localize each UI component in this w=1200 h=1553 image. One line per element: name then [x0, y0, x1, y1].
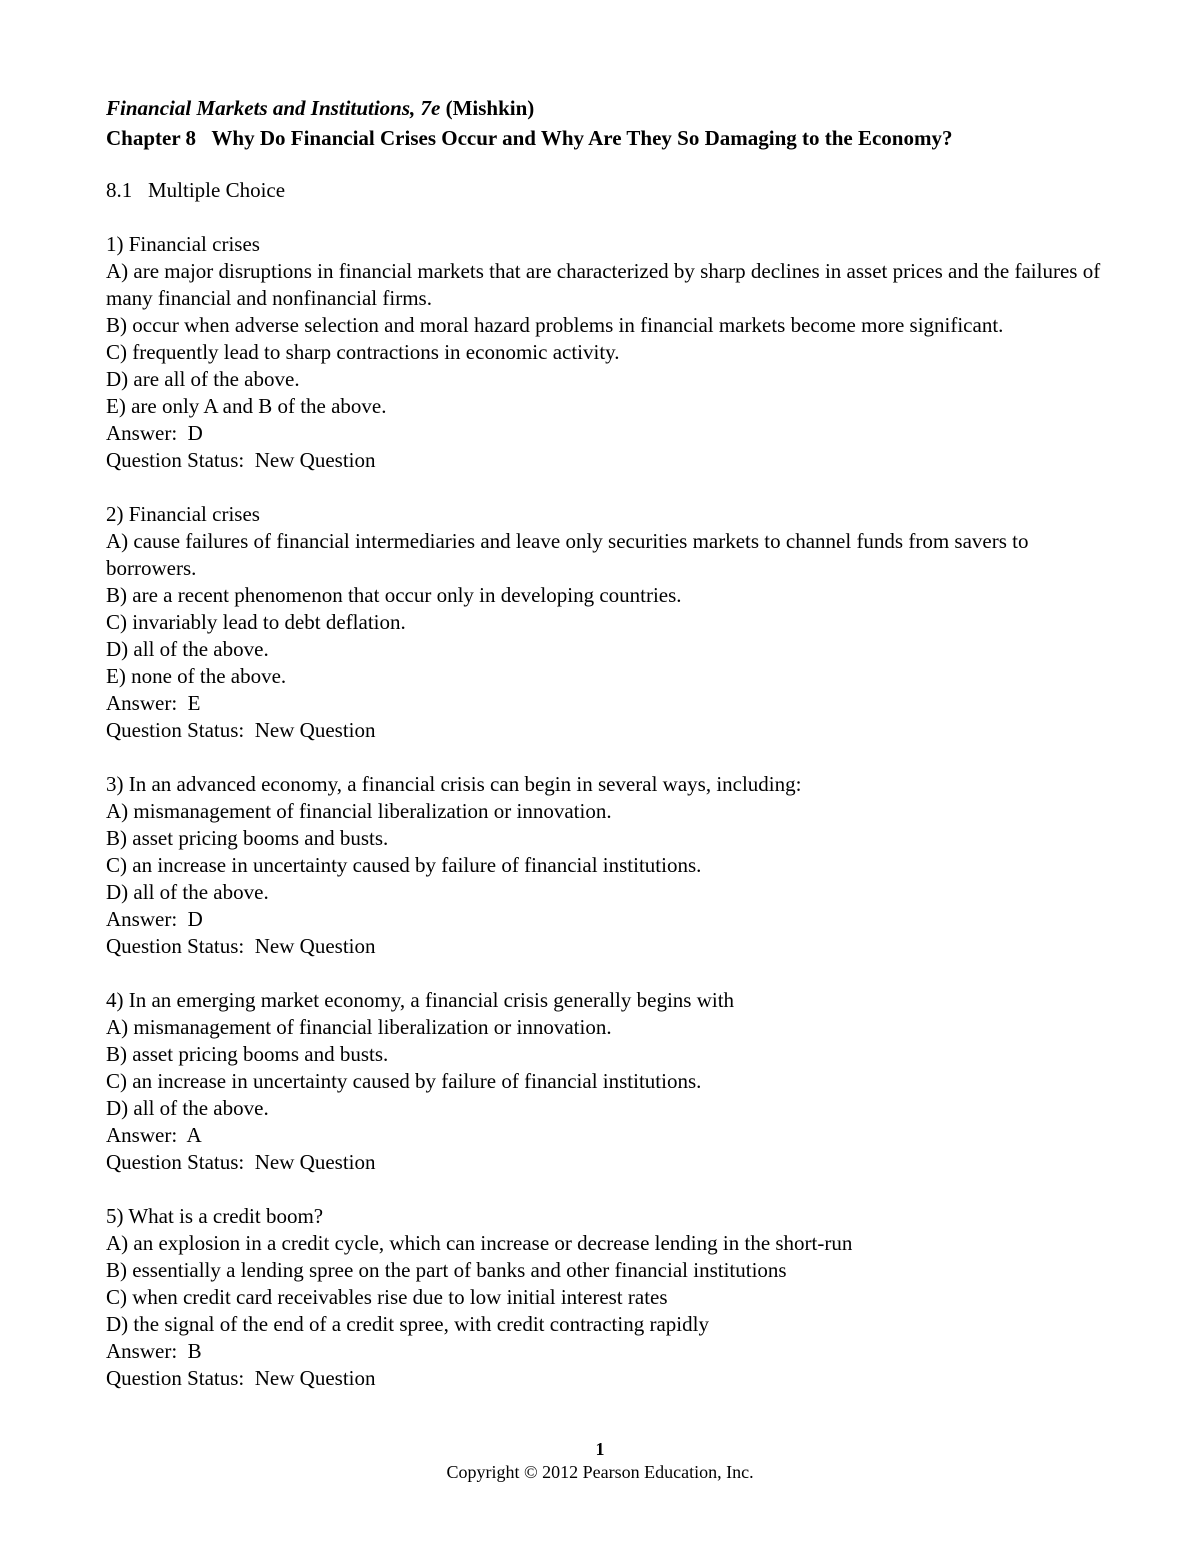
section-heading: 8.1 Multiple Choice — [106, 178, 286, 202]
option-c: C) invariably lead to debt deflation. — [106, 610, 406, 634]
option-a: A) mismanagement of financial liberalization or innovation. — [106, 1015, 612, 1039]
book-author: (Mishkin) — [445, 96, 535, 120]
question-stem: 5) What is a credit boom? — [106, 1204, 324, 1228]
question-1 — [106, 231, 1106, 474]
question-list — [106, 231, 1106, 1392]
book-title: Financial Markets and Institutions, 7e — [106, 96, 441, 120]
option-b: B) asset pricing booms and busts. — [106, 1042, 389, 1066]
option-b: B) are a recent phenomenon that occur only in developing countries. — [106, 583, 682, 607]
option-d: D) all of the above. — [106, 637, 269, 661]
option-e: E) none of the above. — [106, 664, 287, 688]
option-d: D) are all of the above. — [106, 367, 300, 391]
question-2 — [106, 501, 1106, 744]
question-status: Question Status: New Question — [106, 1150, 376, 1174]
option-e: E) are only A and B of the above. — [106, 394, 387, 418]
option-d: D) the signal of the end of a credit spree, with credit contracting rapidly — [106, 1312, 709, 1336]
answer: Answer: B — [106, 1339, 202, 1363]
option-c: C) an increase in uncertainty caused by failure of financial institutions. — [106, 853, 702, 877]
option-d: D) all of the above. — [106, 880, 269, 904]
question-stem: 2) Financial crises — [106, 502, 260, 526]
book-header — [106, 93, 1106, 123]
chapter-title: Chapter 8 Why Do Financial Crises Occur and Why Are They So Damaging to the Economy? — [106, 126, 953, 150]
option-a: A) are major disruptions in financial markets that are characterized by sharp declines in asset prices and the failures of many financial and nonfinancial firms. — [106, 259, 1101, 310]
answer: Answer: D — [106, 907, 203, 931]
document-page — [106, 93, 1106, 1392]
question-stem: 3) In an advanced economy, a financial crisis can begin in several ways, including: — [106, 772, 802, 796]
question-status: Question Status: New Question — [106, 1366, 376, 1390]
question-stem: 1) Financial crises — [106, 232, 260, 256]
option-a: A) mismanagement of financial liberalization or innovation. — [106, 799, 612, 823]
answer: Answer: D — [106, 421, 203, 445]
option-b: B) asset pricing booms and busts. — [106, 826, 389, 850]
page-number: 1 — [595, 1439, 605, 1459]
option-a: A) cause failures of financial intermediaries and leave only securities markets to channel funds from savers to borrowers. — [106, 529, 1029, 580]
copyright-notice: Copyright © 2012 Pearson Education, Inc. — [446, 1462, 754, 1482]
question-3 — [106, 771, 1106, 960]
option-c: C) an increase in uncertainty caused by failure of financial institutions. — [106, 1069, 702, 1093]
option-c: C) when credit card receivables rise due to low initial interest rates — [106, 1285, 668, 1309]
option-d: D) all of the above. — [106, 1096, 269, 1120]
answer: Answer: E — [106, 691, 201, 715]
option-a: A) an explosion in a credit cycle, which can increase or decrease lending in the short-run — [106, 1231, 853, 1255]
question-status: Question Status: New Question — [106, 448, 376, 472]
question-status: Question Status: New Question — [106, 718, 376, 742]
page-footer — [0, 1438, 1200, 1484]
option-b: B) occur when adverse selection and moral hazard problems in financial markets become more significant. — [106, 313, 1004, 337]
answer: Answer: A — [106, 1123, 202, 1147]
question-stem: 4) In an emerging market economy, a financial crisis generally begins with — [106, 988, 735, 1012]
question-5 — [106, 1203, 1106, 1392]
option-b: B) essentially a lending spree on the part of banks and other financial institutions — [106, 1258, 787, 1282]
option-c: C) frequently lead to sharp contractions in economic activity. — [106, 340, 620, 364]
question-4 — [106, 987, 1106, 1176]
question-status: Question Status: New Question — [106, 934, 376, 958]
